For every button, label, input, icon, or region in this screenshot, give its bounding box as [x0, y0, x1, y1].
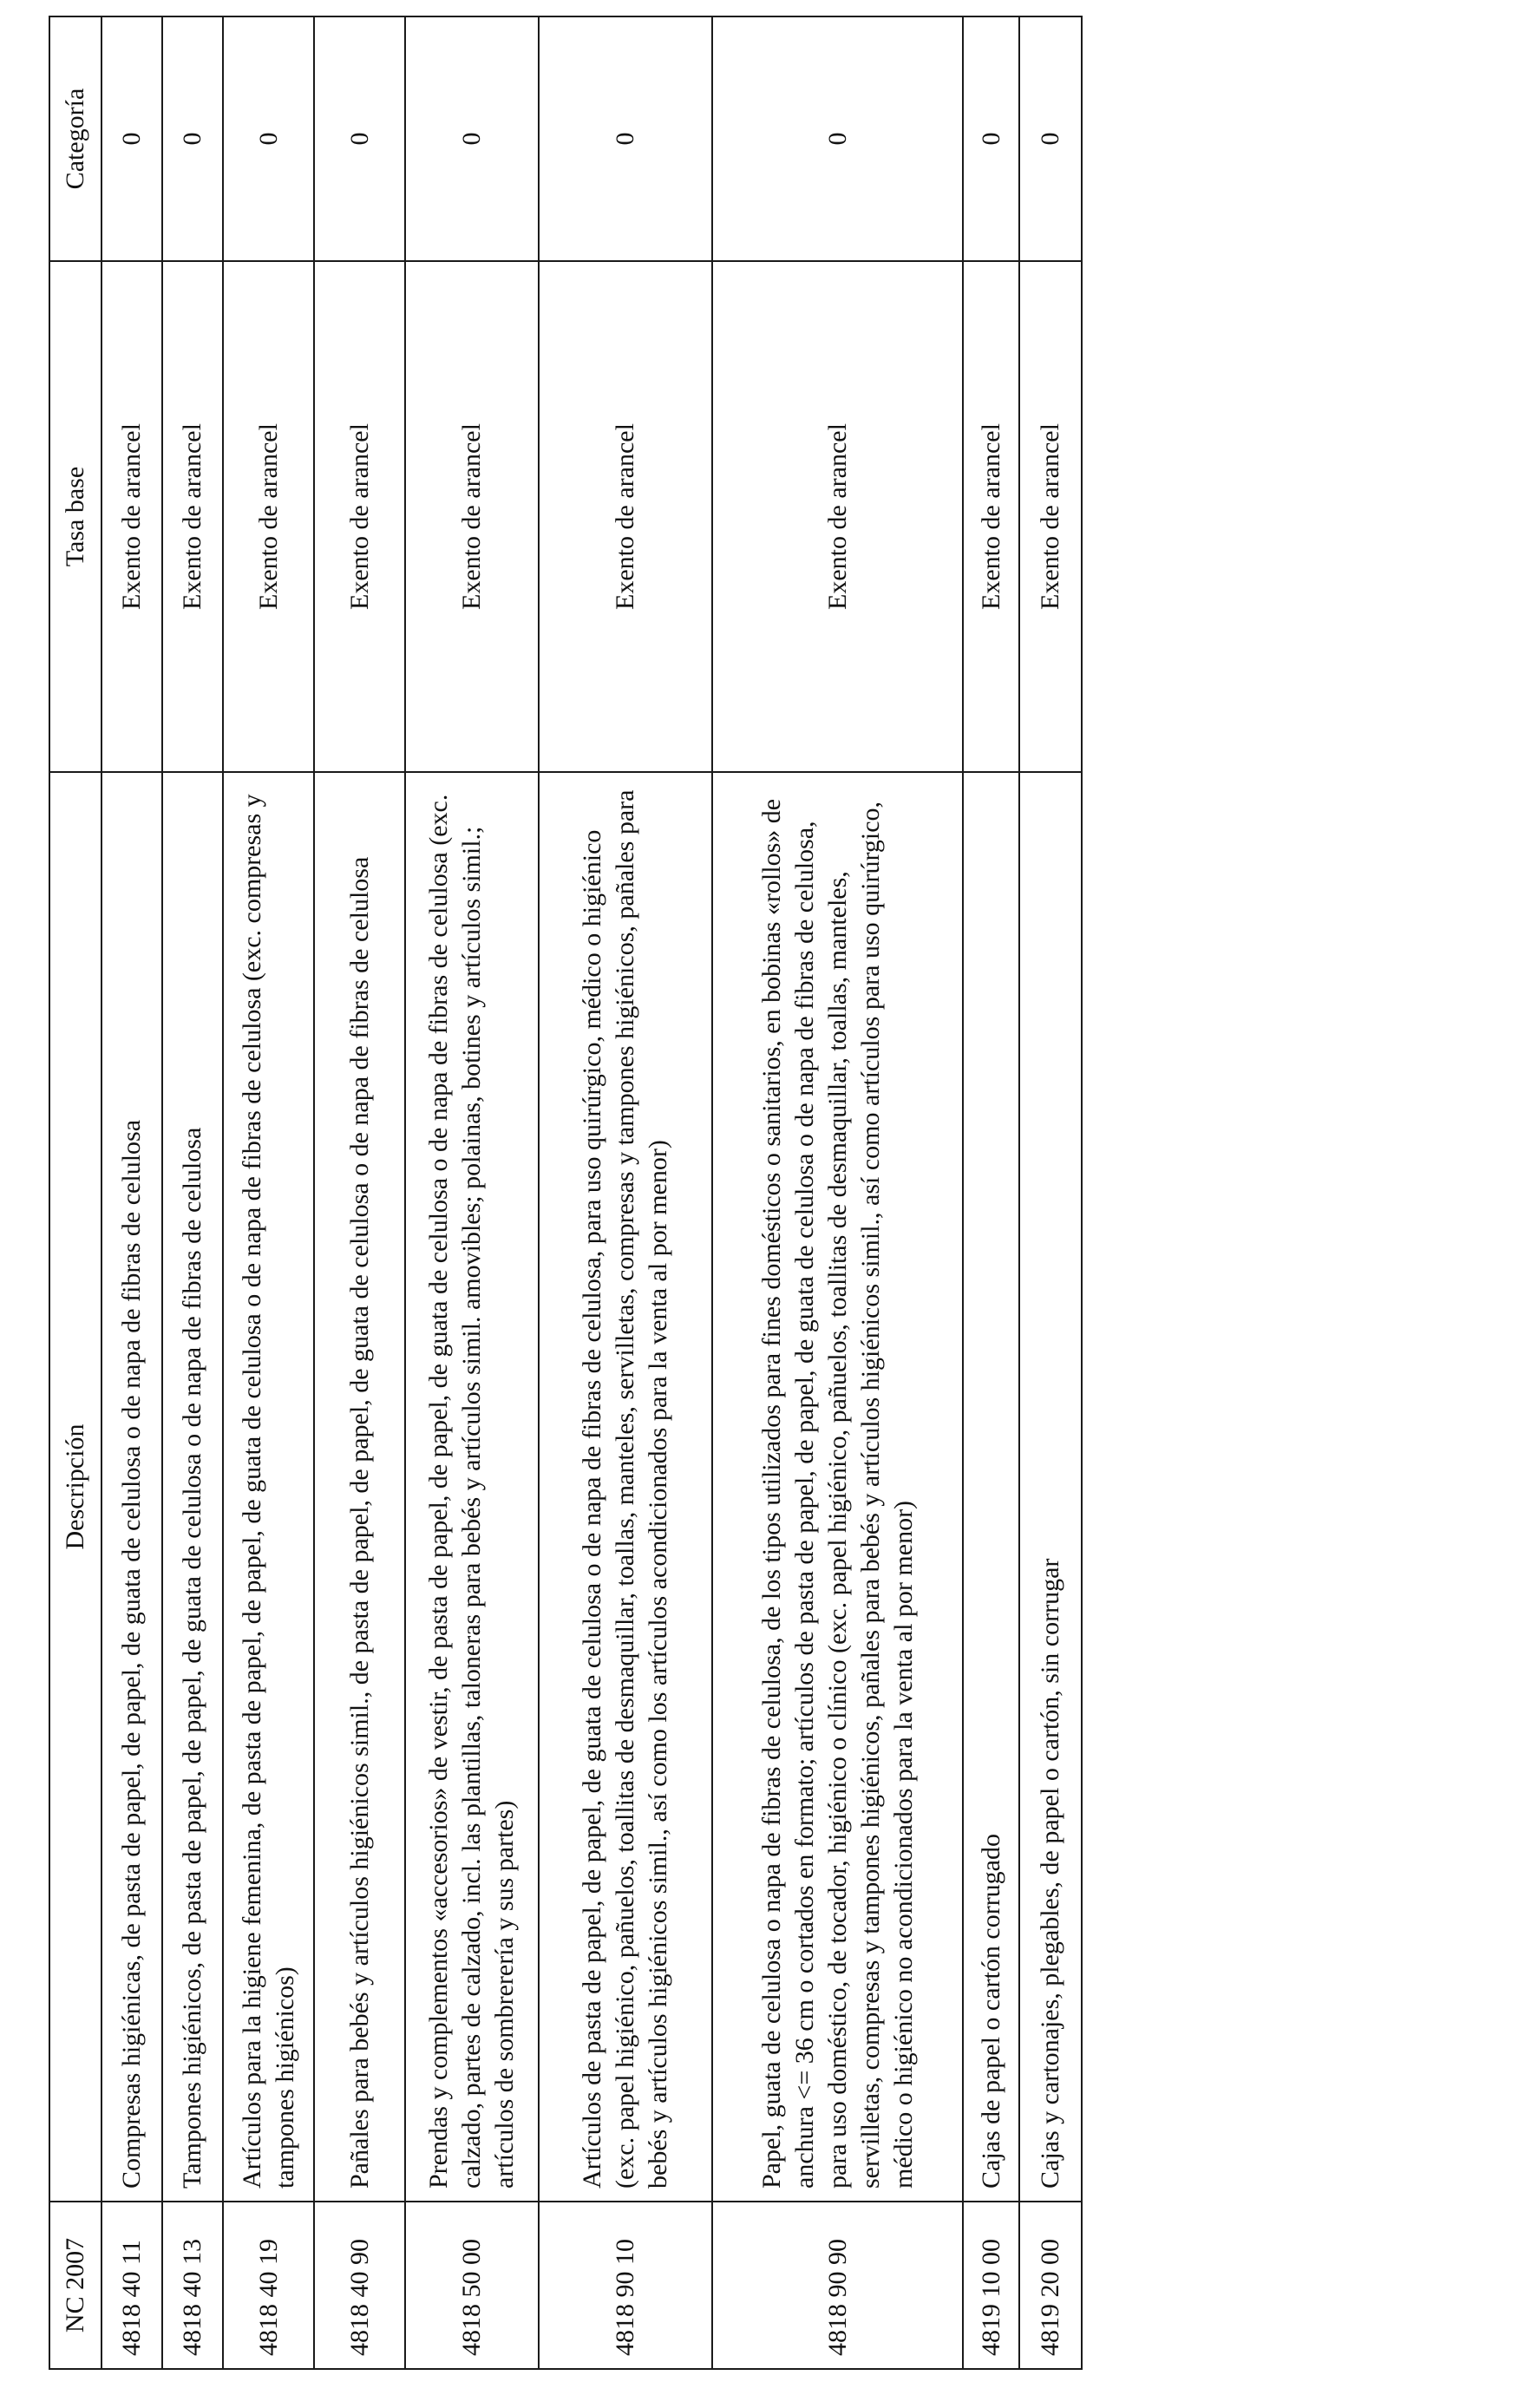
tariff-table — [49, 16, 1083, 2370]
table-row — [314, 16, 405, 2369]
cell-rate: Exento de arancel — [223, 261, 314, 772]
cell-rate: Exento de arancel — [539, 261, 712, 772]
cell-code: 4819 10 00 — [963, 2202, 1019, 2369]
cell-code: 4818 50 00 — [405, 2202, 539, 2369]
table-header-row — [49, 16, 101, 2369]
table-row — [405, 16, 539, 2369]
cell-rate: Exento de arancel — [314, 261, 405, 772]
table-row — [539, 16, 712, 2369]
cell-code: 4818 40 19 — [223, 2202, 314, 2369]
cell-rate: Exento de arancel — [963, 261, 1019, 772]
cell-rate: Exento de arancel — [1019, 261, 1082, 772]
cell-description: Prendas y complementos «accesorios» de vestir, de pasta de papel, de papel, de guata de celulosa o de napa de fibras de celulosa (exc. calzado, partes de calzado, incl. las plantillas, taloneras para bebés y artículos simil. amovibles; polainas, botines y artículos simil.; artículos de sombrerería y sus partes) — [405, 772, 539, 2202]
cell-description: Papel, guata de celulosa o napa de fibras de celulosa, de los tipos utilizados para fines domésticos o sanitarios, en bobinas «rollos» de anchura <= 36 cm o cortados en formato; artículos de pasta de papel, de papel, de guata de celulosa o de napa de fibras de celulosa, para uso doméstico, de tocador, higiénico o clínico (exc. papel higiénico, pañuelos, toallitas de desmaquillar, toallas, manteles, servilletas, compresas y tampones higiénicos, pañales para bebés y artículos higiénicos simil., así como artículos para uso quirúrgico, médico o higiénico no acondicionados para la venta al por menor) — [712, 772, 963, 2202]
cell-description: Cajas y cartonajes, plegables, de papel o cartón, sin corrugar — [1019, 772, 1082, 2202]
cell-description: Compresas higiénicas, de pasta de papel, de papel, de guata de celulosa o de napa de fibras de celulosa — [101, 772, 162, 2202]
cell-category: 0 — [223, 16, 314, 261]
table-row — [712, 16, 963, 2369]
header-code: NC 2007 — [49, 2202, 101, 2369]
cell-rate: Exento de arancel — [162, 261, 223, 772]
cell-code: 4818 90 10 — [539, 2202, 712, 2369]
table-row — [1019, 16, 1082, 2369]
table-row — [223, 16, 314, 2369]
cell-description: Artículos de pasta de papel, de papel, de guata de celulosa o de napa de fibras de celulosa, para uso quirúrgico, médico o higiénico (exc. papel higiénico, pañuelos, toallitas de desmaquillar, toallas, manteles, servilletas, compresas y tampones higiénicos, pañales para bebés y artículos higiénicos simil., así como los artículos acondicionados para la venta al por menor) — [539, 772, 712, 2202]
cell-code: 4818 40 13 — [162, 2202, 223, 2369]
cell-code: 4818 40 11 — [101, 2202, 162, 2369]
cell-description: Pañales para bebés y artículos higiénicos simil., de pasta de papel, de papel, de guata de celulosa o de napa de fibras de celulosa — [314, 772, 405, 2202]
header-category: Categoría — [49, 16, 101, 261]
rotated-table-container — [49, 17, 1081, 2370]
cell-category: 0 — [712, 16, 963, 261]
cell-description: Artículos para la higiene femenina, de pasta de papel, de papel, de guata de celulosa o de napa de fibras de celulosa (exc. compresas y tampones higiénicos) — [223, 772, 314, 2202]
cell-code: 4819 20 00 — [1019, 2202, 1082, 2369]
cell-code: 4818 90 90 — [712, 2202, 963, 2369]
cell-category: 0 — [405, 16, 539, 261]
cell-category: 0 — [539, 16, 712, 261]
cell-category: 0 — [101, 16, 162, 261]
cell-code: 4818 40 90 — [314, 2202, 405, 2369]
cell-rate: Exento de arancel — [405, 261, 539, 772]
header-rate: Tasa base — [49, 261, 101, 772]
cell-category: 0 — [314, 16, 405, 261]
cell-description: Cajas de papel o cartón corrugado — [963, 772, 1019, 2202]
cell-description: Tampones higiénicos, de pasta de papel, de papel, de guata de celulosa o de napa de fibras de celulosa — [162, 772, 223, 2202]
table-row — [963, 16, 1019, 2369]
table-row — [101, 16, 162, 2369]
header-description: Descripción — [49, 772, 101, 2202]
cell-rate: Exento de arancel — [712, 261, 963, 772]
cell-category: 0 — [162, 16, 223, 261]
cell-category: 0 — [963, 16, 1019, 261]
cell-category: 0 — [1019, 16, 1082, 261]
table-row — [162, 16, 223, 2369]
cell-rate: Exento de arancel — [101, 261, 162, 772]
